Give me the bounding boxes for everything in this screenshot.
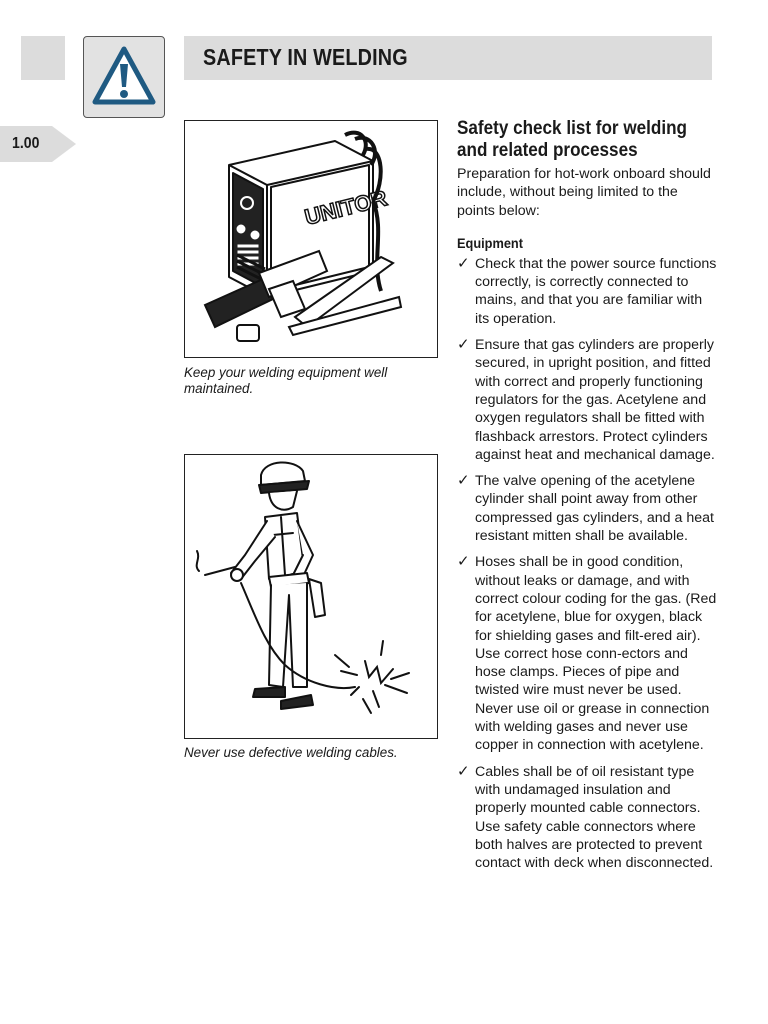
- checklist-item: [457, 255, 719, 328]
- checklist-item: [457, 763, 719, 873]
- warning-triangle-icon: [89, 42, 159, 112]
- page-number: 1.00: [12, 135, 40, 152]
- equipment-checklist: [457, 255, 719, 873]
- checklist-item-text: Hoses shall be in good condition, without leaks or damage, and with correct colour coding for the gas. (Red for acetylene, blue for oxygen, black for shielding gases and filt-ered air). Use correct hose conn-ectors and hose clamps. Pieces of pipe and twisted wire must never be used. Never use oil or grease in connection with welding gases and never use copper in connection with acetylene.: [475, 554, 717, 754]
- subsection-label: Equipment: [457, 235, 523, 252]
- figure-caption-2: Never use defective welding cables.: [184, 745, 398, 760]
- figure-welding-machine: [184, 120, 438, 358]
- figure-caption-1: Keep your welding equipment well maintained.: [184, 365, 388, 396]
- checkmark-icon: ✓: [457, 553, 470, 571]
- welder-person-illustration: [185, 455, 437, 738]
- section-heading: Safety check list for welding and related processes: [457, 118, 687, 161]
- checklist-item-text: The valve opening of the acetylene cylinder shall point away from other compressed gas cylinders, and a heat resistant mitten shall be available.: [475, 473, 714, 545]
- checklist-item-text: Cables shall be of oil resistant type with undamaged insulation and properly mounted cable connectors. Use safety cable connectors where both halves are protected to prevent contact with deck when disconnected.: [475, 763, 714, 872]
- checklist-item-text: Ensure that gas cylinders are properly secured, in upright position, and fitted with correct and properly functioning regulators for the gas. Acetylene and oxygen regulators shall be fitted with flashback arrestors. Protect cylinders against heat and mechanical damage.: [475, 337, 715, 463]
- checkmark-icon: ✓: [457, 472, 470, 490]
- checklist-item: [457, 472, 719, 545]
- side-decoration-block: [21, 36, 65, 80]
- warning-sign: [83, 36, 165, 118]
- figure-welder: [184, 454, 438, 739]
- welding-machine-illustration: [185, 121, 437, 357]
- checklist-item: [457, 553, 719, 754]
- checkmark-icon: ✓: [457, 336, 470, 354]
- checklist-item-text: Check that the power source functions correctly, is correctly connected to mains, and that you are familiar with its operation.: [475, 255, 717, 327]
- checklist-item: [457, 336, 719, 464]
- page-title: SAFETY IN WELDING: [203, 44, 408, 70]
- checkmark-icon: ✓: [457, 254, 470, 272]
- checklist-section: [457, 118, 719, 880]
- intro-paragraph: Preparation for hot-work onboard should include, without being limited to the points below:: [457, 166, 711, 219]
- svg-text:UNITOR: UNITOR: [302, 185, 390, 230]
- checkmark-icon: ✓: [457, 762, 470, 780]
